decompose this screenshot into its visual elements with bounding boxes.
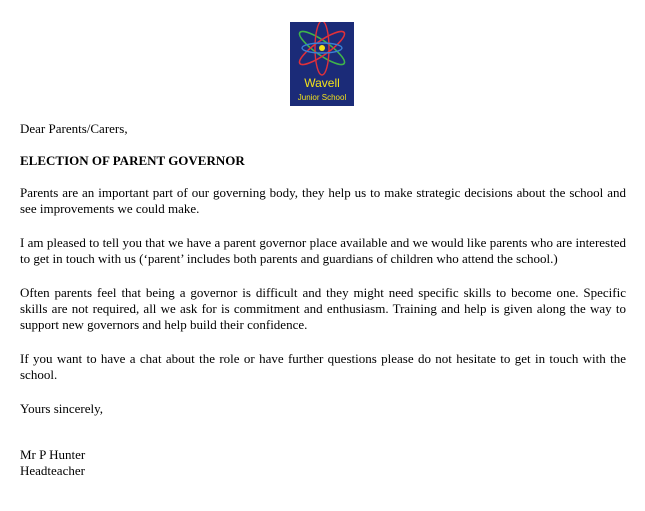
- letter-paragraph-4: If you want to have a chat about the role or have further questions please do not hesitate to get in touch with the school.: [20, 351, 626, 382]
- atom-emblem-icon: [290, 22, 354, 78]
- letter-closing: Yours sincerely,: [20, 401, 104, 416]
- letter-greeting: Dear Parents/Carers,: [20, 121, 128, 136]
- signatory-title: Headteacher: [20, 463, 85, 478]
- signatory-name: Mr P Hunter: [20, 447, 86, 462]
- logo-school-name: Wavell: [304, 76, 340, 90]
- letter-paragraph-1: Parents are an important part of our governing body, they help us to make strategic decisions about the school and see improvements we could make.: [20, 185, 626, 216]
- logo-school-subtitle: Junior School: [297, 93, 347, 102]
- letter-heading: ELECTION OF PARENT GOVERNOR: [20, 153, 245, 168]
- letter-paragraph-3: Often parents feel that being a governor is difficult and they might need specific skills to become one. Specific skills are not required, all we ask for is commitment and enthusiasm. Training and help is given along the way to support new governors and help build their confidence.: [20, 285, 626, 332]
- letter-paragraph-2: I am pleased to tell you that we have a parent governor place available and we would like parents who are interested to get in touch with us (‘parent’ includes both parents and guardians of children who attend the school.): [20, 235, 626, 266]
- letter-body: [20, 121, 626, 479]
- school-logo: [290, 22, 354, 106]
